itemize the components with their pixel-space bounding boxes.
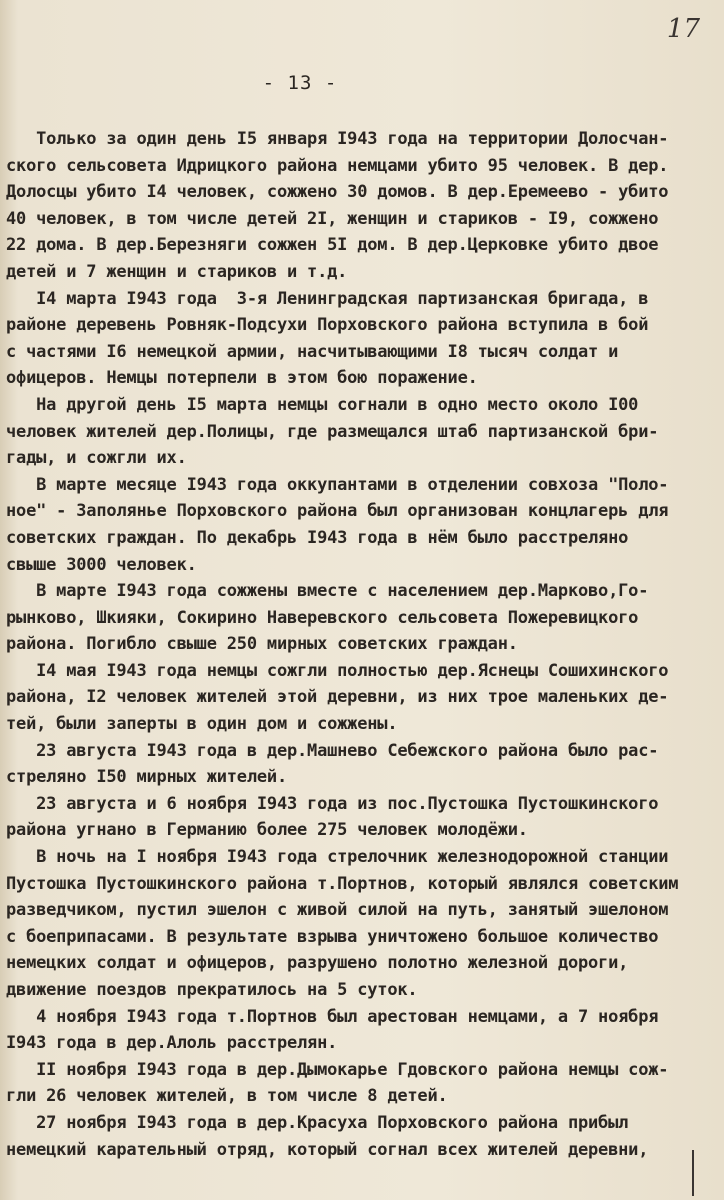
text-line: 27 ноября I943 года в дер.Красуха Порховского района прибыл [6, 1112, 629, 1133]
text-line: офицеров. Немцы потерпели в этом бою поражение. [6, 368, 478, 389]
text-line: Пустошка Пустошкинского района т.Портнов, который являлся советским [6, 873, 679, 894]
text-line: с боеприпасами. В результате взрыва уничтожено большое количество [6, 926, 659, 947]
text-line: 40 человек, в том числе детей 2I, женщин и стариков - I9, сожжено [6, 208, 659, 229]
text-line: детей и 7 женщин и стариков и т.д. [6, 261, 348, 282]
text-line: разведчиком, пустил эшелон с живой силой на путь, занятый эшелоном [6, 900, 669, 921]
text-line: ского сельсовета Идрицкого района немцами убито 95 человек. В дер. [6, 155, 669, 176]
text-line: района. Погибло свыше 250 мирных советских граждан. [6, 634, 518, 655]
text-line: немецких солдат и офицеров, разрушено полотно железной дороги, [6, 953, 629, 974]
text-line: движение поездов прекратилось на 5 суток. [6, 980, 418, 1000]
text-line: человек жителей дер.Полицы, где размещался штаб партизанской бри- [6, 421, 659, 442]
text-line: В ночь на I ноября I943 года стрелочник железнодорожной станции [6, 847, 669, 868]
text-line: В марте I943 года сожжены вместе с населением дер.Марково,Го- [6, 581, 649, 602]
text-line: свыше 3000 человек. [6, 554, 197, 575]
handwritten-page-number: 17 [666, 14, 700, 44]
text-line: I4 мая I943 года немцы сожгли полностью дер.Яснецы Сошихинского [6, 660, 669, 681]
text-line: района, I2 человек жителей этой деревни, из них трое маленьких де- [6, 687, 669, 708]
text-line: гли 26 человек жителей, в том числе 8 детей. [6, 1086, 448, 1107]
text-line: районе деревень Ровняк-Подсухи Порховского района вступила в бой [6, 315, 649, 336]
text-line: района угнано в Германию более 275 человек молодёжи. [6, 820, 528, 841]
document-body [6, 126, 718, 1163]
text-line: 23 августа I943 года в дер.Машнево Себежского района было рас- [6, 740, 659, 761]
text-line: гады, и сожгли их. [6, 448, 187, 469]
text-line: 4 ноября I943 года т.Портнов был арестован немцами, а 7 ноября [6, 1006, 659, 1027]
text-line: В марте месяце I943 года оккупантами в отделении совхоза "Поло- [6, 474, 669, 495]
text-line: советских граждан. По декабрь I943 года в нём было расстреляно [6, 527, 629, 548]
text-line: I943 года в дер.Алоль расстрелян. [6, 1033, 338, 1054]
text-line: ное" - Заполянье Порховского района был организован концлагерь для [6, 501, 669, 522]
text-line: стреляно I50 мирных жителей. [6, 767, 287, 788]
text-line: Долосцы убито I4 человек, сожжено 30 домов. В дер.Еремеево - убито [6, 182, 669, 203]
text-line: I4 марта I943 года 3-я Ленинградская партизанская бригада, в [6, 288, 649, 309]
text-line: немецкий карательный отряд, который согнал всех жителей деревни, [6, 1139, 649, 1160]
text-line: рынково, Шкияки, Сокирино Наверевского сельсовета Пожеревицкого [6, 607, 639, 628]
page-heading: - 13 - [262, 72, 338, 94]
text-line: II ноября I943 года в дер.Дымокарье Гдовского района немцы сож- [6, 1059, 669, 1080]
text-line: Только за один день I5 января I943 года на территории Долосчан- [6, 129, 669, 149]
text-line: 22 дома. В дер.Березняги сожжен 5I дом. В дер.Церковке убито двое [6, 235, 659, 256]
margin-mark [692, 1150, 694, 1196]
text-line: 23 августа и 6 ноября I943 года из пос.Пустошка Пустошкинского [6, 793, 659, 814]
text-line: На другой день I5 марта немцы согнали в одно место около I00 [6, 394, 639, 415]
text-line: тей, были заперты в один дом и сожжены. [6, 714, 398, 735]
text-line: с частями I6 немецкой армии, насчитывающими I8 тысяч солдат и [6, 341, 619, 362]
